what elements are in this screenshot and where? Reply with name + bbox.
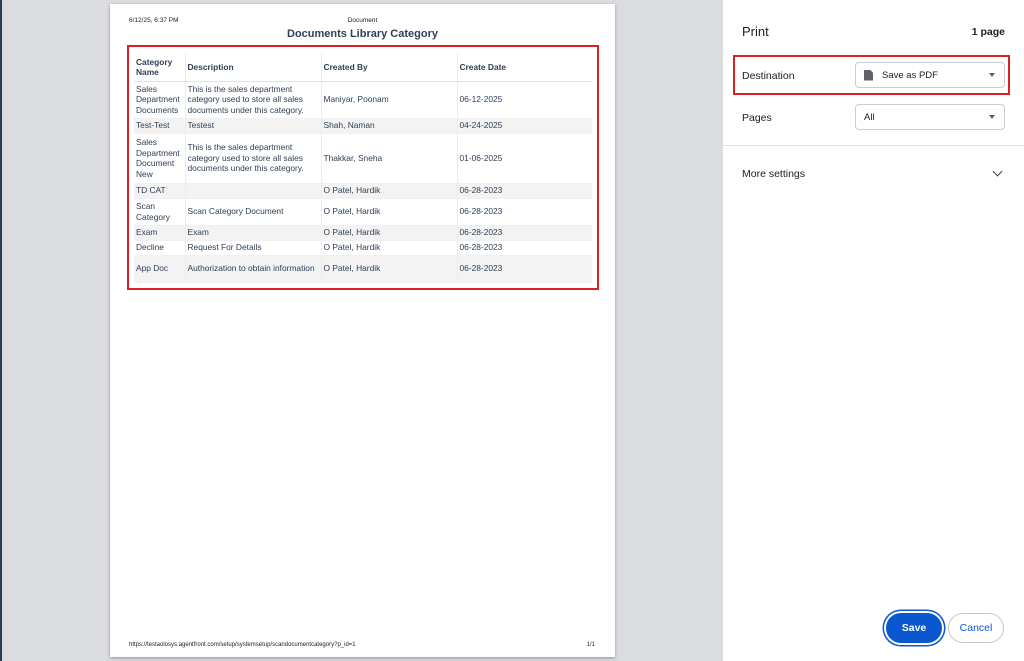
cell-description: Scan Category Document [185, 198, 321, 225]
cell-category-name: Test-Test [134, 118, 185, 133]
table-highlight-box [127, 45, 599, 290]
table-row [134, 255, 592, 282]
cell-created-by: O Patel, Hardik [321, 240, 457, 255]
cell-description: Testest [185, 118, 321, 133]
page-header-datetime: 6/12/25, 6:37 PM [129, 17, 179, 24]
table-row [134, 198, 592, 225]
cell-category-name: Sales Department Document New [134, 133, 185, 183]
cell-description [185, 183, 321, 198]
cell-category-name: Scan Category [134, 198, 185, 225]
pages-label: Pages [742, 112, 772, 124]
category-table [134, 53, 592, 283]
table-row [134, 183, 592, 198]
cell-category-name: Sales Department Documents [134, 81, 185, 118]
column-header: Created By [321, 53, 457, 81]
more-settings-toggle[interactable]: More settings [742, 168, 806, 180]
print-title: Print [742, 24, 769, 39]
save-button[interactable]: Save [886, 613, 942, 643]
dropdown-arrow-icon [989, 115, 995, 119]
divider [723, 145, 1024, 146]
table-row [134, 240, 592, 255]
destination-select[interactable] [855, 62, 1005, 88]
cell-description: This is the sales department category used to store all sales documents under this category. [185, 81, 321, 118]
table-row [134, 118, 592, 133]
cell-create-date: 06-28-2023 [457, 183, 592, 198]
cell-create-date: 01-06-2025 [457, 133, 592, 183]
column-header: Description [185, 53, 321, 81]
table-header-row [134, 53, 592, 81]
column-header: Create Date [457, 53, 592, 81]
cell-description: This is the sales department category used to store all sales documents under this category. [185, 133, 321, 183]
cell-create-date: 06-28-2023 [457, 198, 592, 225]
cell-created-by: O Patel, Hardik [321, 183, 457, 198]
column-header: Category Name [134, 53, 185, 81]
cell-create-date: 06-12-2025 [457, 81, 592, 118]
cell-description: Authorization to obtain information [185, 255, 321, 282]
cell-created-by: Thakkar, Sneha [321, 133, 457, 183]
table-row [134, 81, 592, 118]
cell-created-by: Shah, Naman [321, 118, 457, 133]
cell-created-by: O Patel, Hardik [321, 255, 457, 282]
destination-label: Destination [742, 70, 795, 82]
cell-create-date: 06-28-2023 [457, 225, 592, 240]
preview-page [110, 4, 615, 657]
cell-created-by: Maniyar, Poonam [321, 81, 457, 118]
cell-created-by: O Patel, Hardik [321, 225, 457, 240]
page-header-title: Document [347, 17, 378, 24]
cell-create-date: 06-28-2023 [457, 255, 592, 282]
print-settings-panel [723, 0, 1024, 661]
cell-category-name: TD CAT [134, 183, 185, 198]
pages-select[interactable] [855, 104, 1005, 130]
table-row [134, 225, 592, 240]
table-row [134, 133, 592, 183]
chevron-down-icon[interactable] [993, 167, 1003, 177]
document-title: Documents Library Category [287, 28, 438, 40]
destination-value: Save as PDF [882, 69, 938, 81]
cell-created-by: O Patel, Hardik [321, 198, 457, 225]
page-footer-number: 1/1 [586, 642, 595, 648]
cell-create-date: 04-24-2025 [457, 118, 592, 133]
cancel-button[interactable]: Cancel [948, 613, 1004, 643]
page-count: 1 page [971, 26, 1005, 38]
cell-category-name: Exam [134, 225, 185, 240]
page-footer-url: https://testaolosys.agentfront.com/setup/systemsetup/scandocumentcategory?p_id=1 [129, 642, 356, 648]
cell-create-date: 06-28-2023 [457, 240, 592, 255]
pages-value: All [864, 111, 875, 123]
cell-description: Request For Details [185, 240, 321, 255]
cell-description: Exam [185, 225, 321, 240]
dropdown-arrow-icon [989, 73, 995, 77]
cell-category-name: Decline [134, 240, 185, 255]
file-icon [864, 70, 873, 81]
cell-category-name: App Doc [134, 255, 185, 282]
